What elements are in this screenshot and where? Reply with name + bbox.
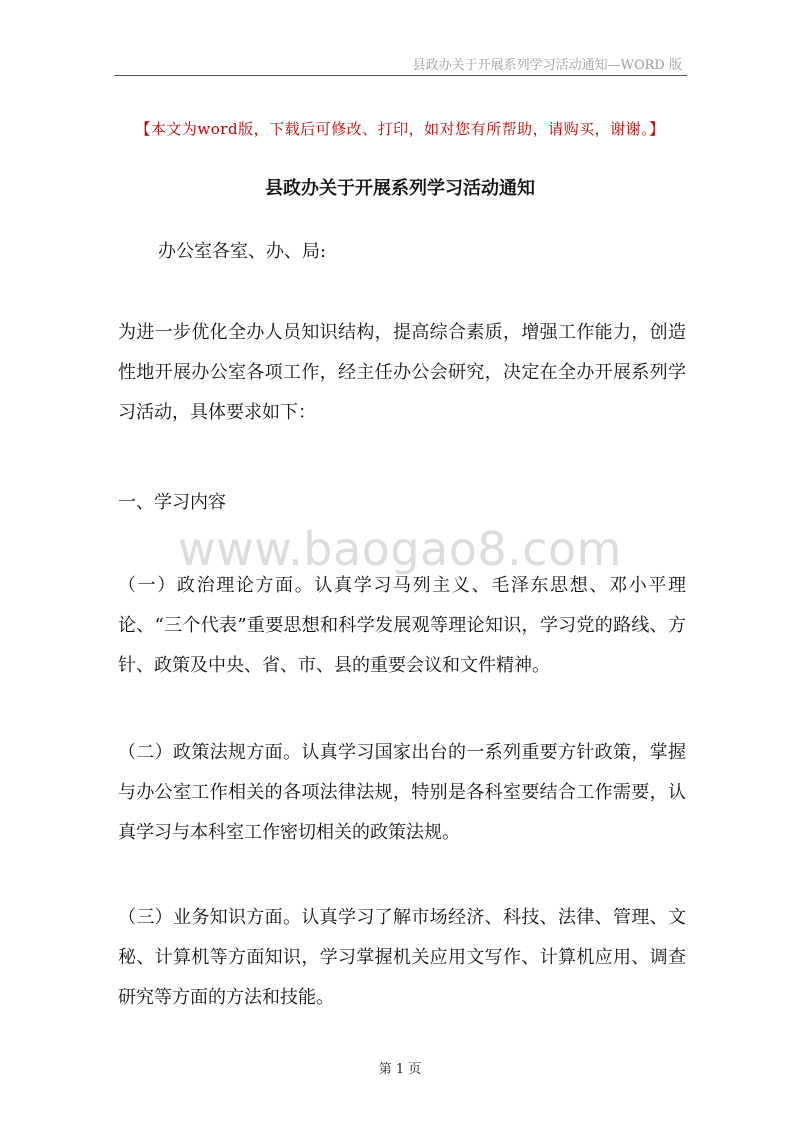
header-divider (114, 75, 687, 76)
intro-paragraph: 为进一步优化全办人员知识结构，提高综合素质，增强工作能力，创造性地开展办公室各项工作，经主任办公会研究，决定在全办开展系列学习活动，具体要求如下： (118, 322, 686, 423)
content-item-business: （三）业务知识方面。认真学习了解市场经济、科技、法律、管理、文秘、计算机等方面知识，学习掌握机关应用文写作、计算机应用、调查研究等方面的方法和技能。 (118, 907, 686, 1008)
download-notice: 【本文为word版，下载后可修改、打印，如对您有所帮助，请购买，谢谢。】 (135, 120, 665, 138)
section-heading: 一、学习内容 (118, 492, 226, 513)
salutation: 办公室各室、办、局: (158, 241, 327, 262)
document-title: 县政办关于开展系列学习活动通知 (265, 178, 535, 199)
content-item-policy: （二）政策法规方面。认真学习国家出台的一系列重要方针政策，掌握与办公室工作相关的各项法律法规，特别是各科室要结合工作需要，认真学习与本科室工作密切相关的政策法规。 (118, 742, 686, 843)
page-number: 第 1 页 (378, 1062, 422, 1077)
running-header: 县政办关于开展系列学习活动通知—WORD 版 (412, 58, 682, 73)
watermark: www.baogao8.com (178, 522, 622, 576)
content-item-politics: （一）政治理论方面。认真学习马列主义、毛泽东思想、邓小平理论、“三个代表”重要思想和科学发展观等理论知识，学习党的路线、方针、政策及中央、省、市、县的重要会议和文件精神。 (118, 575, 686, 676)
